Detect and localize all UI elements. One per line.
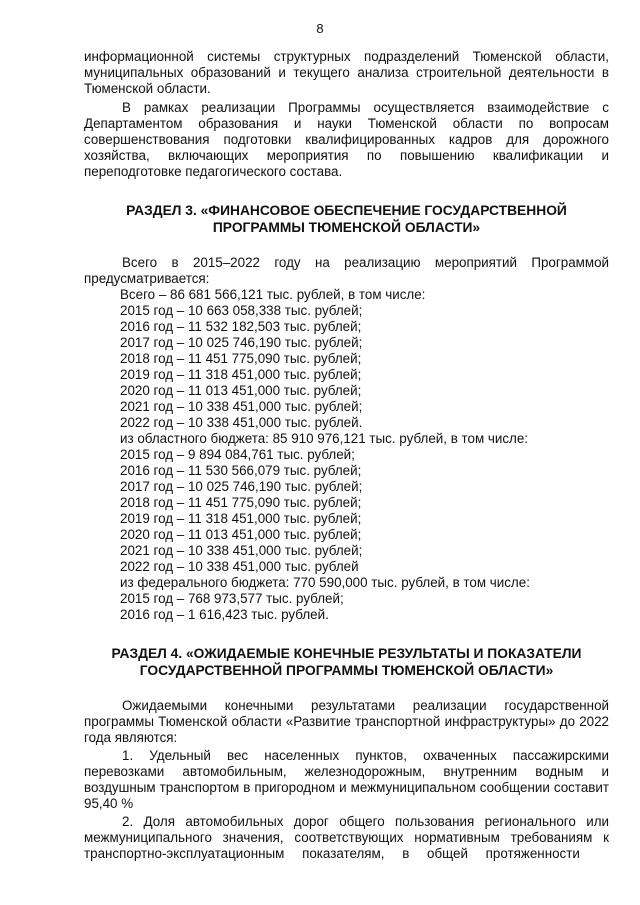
financing-line: 2015 год – 768 973,577 тыс. рублей; (120, 591, 344, 606)
section4-heading-line1: РАЗДЕЛ 4. «ОЖИДАЕМЫЕ КОНЕЧНЫЕ РЕЗУЛЬТАТЫ И ПОКАЗАТЕЛИ (111, 646, 582, 661)
financing-line: 2016 год – 1 616,423 тыс. рублей. (120, 607, 329, 622)
section3-heading-line1: РАЗДЕЛ 3. «ФИНАНСОВОЕ ОБЕСПЕЧЕНИЕ ГОСУДАРСТВЕННОЙ (126, 203, 567, 218)
federal-budget-total: из федерального бюджета: 770 590,000 тыс. рублей, в том числе: (120, 575, 530, 590)
section3-heading-line2: ПРОГРАММЫ ТЮМЕНСКОЙ ОБЛАСТИ» (212, 220, 481, 235)
financing-line: 2021 год – 10 338 451,000 тыс. рублей; (120, 543, 363, 558)
financing-total: Всего – 86 681 566,121 тыс. рублей, в том числе: (120, 287, 426, 302)
financing-line: 2015 год – 10 663 058,338 тыс. рублей; (120, 303, 363, 318)
regional-budget-total: из областного бюджета: 85 910 976,121 тыс. рублей, в том числе: (120, 431, 529, 446)
result-item-1: 1. Удельный вес населенных пунктов, охваченных пассажирскими перевозками автомобильным, железнодорожным, внутренним водным и воздушным транспортом в пригородном и межмуниципальном сообщении составит 95,40 % (84, 748, 609, 811)
financing-line: 2019 год – 11 318 451,000 тыс. рублей; (120, 367, 362, 382)
section3-intro: Всего в 2015–2022 году на реализацию мероприятий Программой предусматривается: (84, 255, 609, 286)
financing-line: 2021 год – 10 338 451,000 тыс. рублей; (120, 399, 363, 414)
financing-line: 2020 год – 11 013 451,000 тыс. рублей; (120, 383, 362, 398)
page-content (84, 49, 609, 862)
financing-line: 2022 год – 10 338 451,000 тыс. рублей (120, 559, 359, 574)
result-item-2-last-line: транспортно-эксплуатационным показателям, в общей протяженности (84, 846, 580, 861)
financing-line: 2016 год – 11 530 566,079 тыс. рублей; (120, 463, 362, 478)
result-item-2 (84, 814, 609, 862)
intro-paragraph-continued: информационной системы структурных подразделений Тюменской области, муниципальных образований и текущего анализа строительной деятельности в Тюменской области. (84, 49, 609, 96)
financing-line: 2018 год – 11 451 775,090 тыс. рублей; (120, 351, 362, 366)
financing-list (84, 287, 609, 623)
financing-line: 2017 год – 10 025 746,190 тыс. рублей; (120, 335, 363, 350)
section4-heading-line2: ГОСУДАРСТВЕННОЙ ПРОГРАММЫ ТЮМЕНСКОЙ ОБЛАСТИ» (139, 663, 554, 678)
section3-heading (84, 202, 609, 236)
financing-line: 2019 год – 11 318 451,000 тыс. рублей; (120, 511, 362, 526)
financing-line: 2018 год – 11 451 775,090 тыс. рублей; (120, 495, 362, 510)
financing-line: 2016 год – 11 532 182,503 тыс. рублей; (120, 319, 362, 334)
financing-line: 2020 год – 11 013 451,000 тыс. рублей; (120, 527, 362, 542)
section4-intro: Ожидаемыми конечными результатами реализации государственной программы Тюменской области «Развитие транспортной инфраструктуры» до 2022 года являются: (84, 698, 609, 745)
page-number: 8 (316, 21, 324, 36)
result-item-2-text: 2. Доля автомобильных дорог общего пользования регионального или межмуниципального значения, соответствующих нормативным требованиям к (84, 814, 609, 845)
financing-line: 2022 год – 10 338 451,000 тыс. рублей. (120, 415, 363, 430)
financing-line: 2015 год – 9 894 084,761 тыс. рублей; (120, 447, 355, 462)
section4-heading (84, 645, 609, 679)
financing-line: 2017 год – 10 025 746,190 тыс. рублей; (120, 479, 363, 494)
intro-paragraph-cooperation: В рамках реализации Программы осуществляется взаимодействие с Департаментом образования и науки Тюменской области по вопросам совершенствования подготовки квалифицированных кадров для дорожного хозяйства, включающих мероприятия по повышению квалификации и переподготовке педагогического состава. (84, 100, 609, 179)
